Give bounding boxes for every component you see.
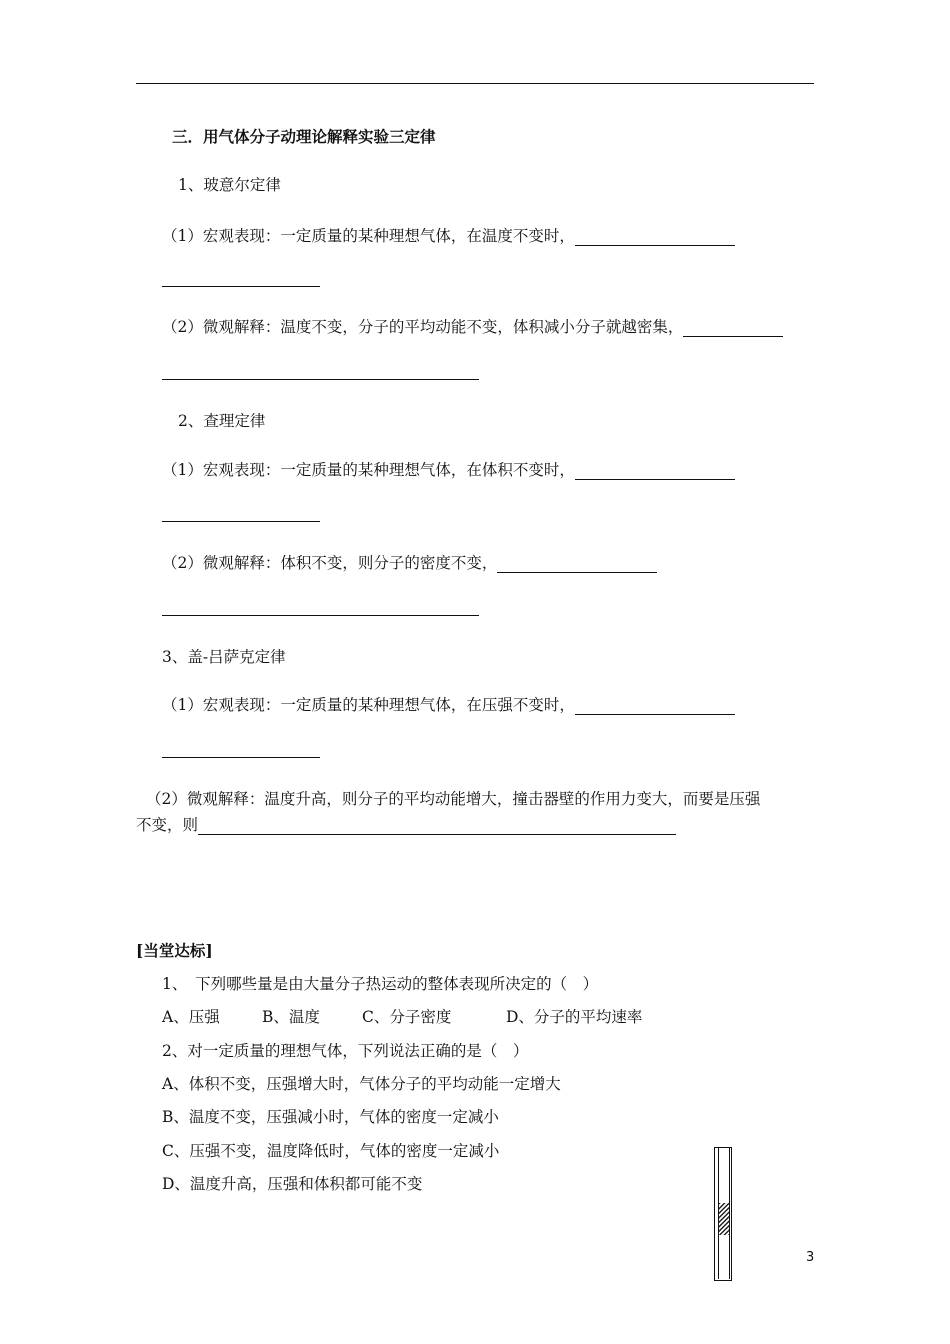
law-3-micro-line-2 [136, 815, 676, 835]
practice-title: [当堂达标] [136, 941, 213, 960]
mercury-column [719, 1203, 729, 1235]
q2-option-d: D、温度升高，压强和体积都可能不变 [162, 1175, 423, 1193]
q2-stem: 2、对一定质量的理想气体，下列说法正确的是（ ） [162, 1042, 529, 1060]
law-3-heading: 3、盖-吕萨克定律 [162, 648, 286, 666]
q1-option-a: A、压强 [162, 1008, 220, 1026]
law-1-micro [162, 317, 783, 337]
q2-option-a: A、体积不变，压强增大时，气体分子的平均动能一定增大 [162, 1075, 561, 1093]
header-rule [136, 83, 814, 84]
glass-tube-figure [714, 1147, 732, 1281]
answer-blank[interactable] [575, 698, 735, 715]
law-1-macro-text: （1）宏观表现：一定质量的某种理想气体，在温度不变时， [162, 227, 575, 245]
answer-blank-continuation[interactable] [162, 286, 320, 287]
law-1-micro-text: （2）微观解释：温度不变，分子的平均动能不变，体积减小分子就越密集， [162, 318, 684, 336]
q2-option-b: B、温度不变，压强减小时，气体的密度一定减小 [162, 1108, 499, 1126]
section-title: 三．用气体分子动理论解释实验三定律 [172, 127, 436, 146]
answer-blank-continuation[interactable] [162, 379, 479, 380]
law-3-macro-text: （1）宏观表现：一定质量的某种理想气体，在压强不变时， [162, 696, 575, 714]
q1-stem: 1、 下列哪些量是由大量分子热运动的整体表现所决定的（ ） [162, 975, 599, 993]
law-2-heading: 2、查理定律 [178, 412, 266, 430]
law-3-macro [162, 695, 735, 715]
law-2-micro [162, 553, 657, 573]
answer-blank-continuation[interactable] [162, 521, 320, 522]
law-1-macro [162, 226, 735, 246]
law-1-heading: 1、玻意尔定律 [178, 176, 281, 194]
law-3-micro-line-1: （2）微观解释：温度升高，则分子的平均动能增大，撞击器壁的作用力变大，而要是压强 [146, 790, 761, 808]
answer-blank[interactable] [683, 320, 783, 337]
answer-blank[interactable] [497, 556, 657, 573]
page-number: 3 [806, 1250, 815, 1265]
q2-option-c: C、压强不变，温度降低时，气体的密度一定减小 [162, 1142, 500, 1160]
q1-option-c: C、分子密度 [362, 1008, 452, 1026]
answer-blank-continuation[interactable] [162, 757, 320, 758]
law-2-macro [162, 460, 735, 480]
answer-blank-continuation[interactable] [162, 615, 479, 616]
q1-option-b: B、温度 [262, 1008, 320, 1026]
answer-blank[interactable] [575, 229, 735, 246]
law-2-micro-text: （2）微观解释：体积不变，则分子的密度不变， [162, 554, 498, 572]
law-2-macro-text: （1）宏观表现：一定质量的某种理想气体，在体积不变时， [162, 461, 575, 479]
answer-blank[interactable] [198, 818, 676, 835]
tube-bore [718, 1147, 730, 1279]
answer-blank[interactable] [575, 463, 735, 480]
law-3-micro-line-2-text: 不变，则 [136, 816, 199, 834]
q1-option-d: D、分子的平均速率 [506, 1008, 643, 1026]
